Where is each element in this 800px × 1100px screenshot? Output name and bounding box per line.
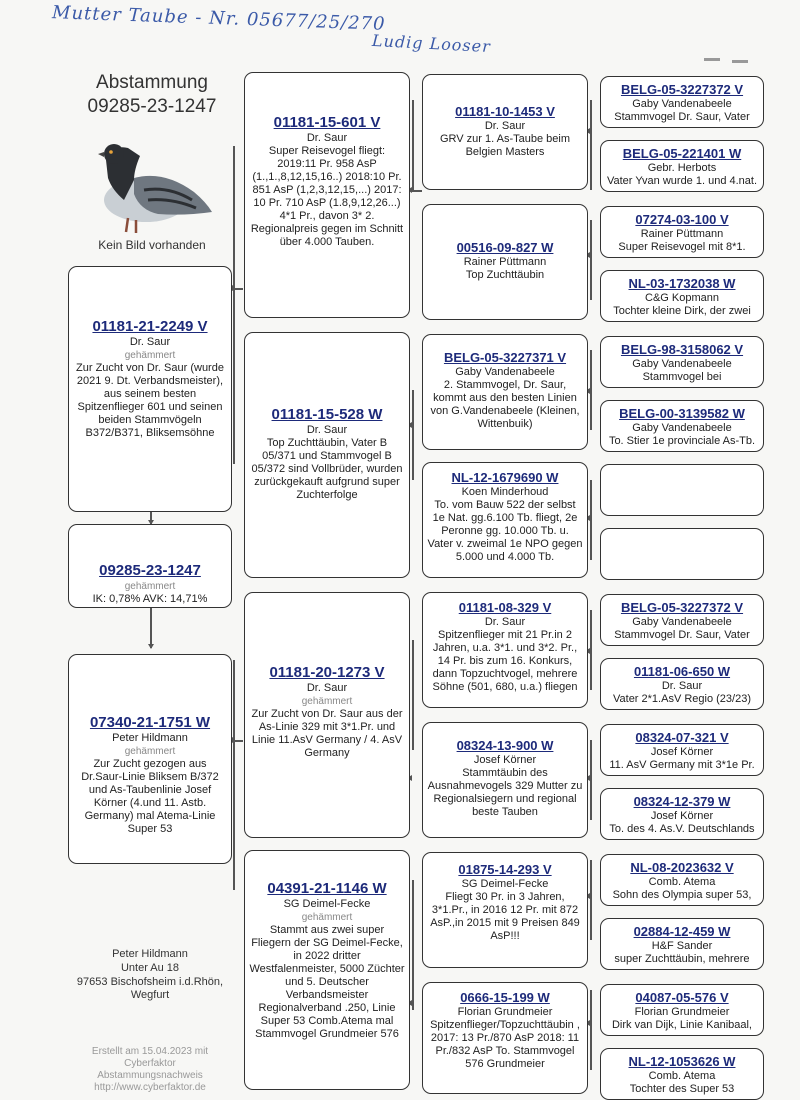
grandparent-description: Stammt aus zwei super Fliegern der SG Deimel-Fecke, in 2022 dritter Westfalenmeister, 5000 Züchter und 5. Deutscher Verbandsmeister Regionalverband .250, Linie Super 53 Comb.Atema mal Stammvogel Grundmeier 576 [249, 924, 405, 1040]
great-grandparent-card[interactable] [422, 74, 588, 190]
father-ring-number[interactable]: 01181-21-2249 V [92, 318, 208, 335]
footer-url[interactable]: http://www.cyberfaktor.de [94, 1082, 206, 1093]
no-picture-label: Kein Bild vorhanden [98, 238, 206, 252]
ancestor-owner: Dr. Saur [661, 680, 703, 692]
ancestor-owner: Rainer Püttmann [640, 228, 724, 240]
gg-grandparent-card[interactable] [600, 788, 764, 840]
ancestor-owner: Gaby Vandenabeele [632, 422, 732, 434]
mother-tag: gehämmert [124, 746, 176, 757]
pigeon-image [84, 120, 216, 238]
gg-grandparent-card[interactable] [600, 724, 764, 776]
grandparent-owner: Dr. Saur [306, 132, 348, 144]
great-grandparent-card[interactable] [422, 852, 588, 968]
ancestor-ring-number[interactable]: 02884-12-459 W [633, 924, 731, 939]
grandparent-ring-number[interactable]: 01181-20-1273 V [269, 664, 385, 681]
ancestor-ring-number[interactable]: BELG-05-3227372 V [620, 82, 744, 97]
ancestor-description: Stammvogel Dr. Saur, Vater [614, 111, 750, 123]
gg-grandparent-card[interactable] [600, 206, 764, 258]
grandparent-card-4[interactable] [244, 850, 410, 1090]
ancestor-description: Dirk van Dijk, Linie Kanibaal, [611, 1019, 752, 1031]
subject-stats: IK: 0,78% AVK: 14,71% [92, 593, 208, 605]
ancestor-description: 2. Stammvogel, Dr. Saur, kommt aus den besten Linien von G.Vandenabeele (Kleinen, Wittenbuik) [430, 379, 580, 430]
gg-grandparent-card-empty[interactable] [600, 464, 764, 516]
ancestor-ring-number[interactable]: BELG-05-3227372 V [620, 600, 744, 615]
ancestor-ring-number[interactable]: 01875-14-293 V [458, 862, 552, 877]
grandparent-description: Super Reisevogel fliegt: 2019:11 Pr. 958 AsP (1.,1.,8,12,15,16..) 2018:10 Pr. 851 AsP (1,2,3,12,15,...) 2017: 10 Pr. 710 AsP (1.8,9,12,26...) 4*1 Pr., davon 3* 2. Regionalpreis gegen im Schnitt über 4.000 Tauben. [250, 145, 404, 248]
ancestor-description: Top Zuchttäubin [465, 269, 545, 281]
subject-tag: gehämmert [124, 581, 176, 592]
grandparent-owner: SG Deimel-Fecke [283, 898, 371, 910]
gg-grandparent-card[interactable] [600, 658, 764, 710]
ancestor-owner: Josef Körner [473, 754, 537, 766]
grandparent-tag: gehämmert [301, 696, 353, 707]
handwritten-note: Mutter Taube - Nr. 05677/25/270 [51, 2, 386, 35]
ancestor-ring-number[interactable]: 00516-09-827 W [456, 240, 554, 255]
ancestor-owner: Gaby Vandenabeele [632, 616, 732, 628]
great-grandparent-card[interactable] [422, 334, 588, 450]
ancestor-owner: Koen Minderhoud [461, 486, 549, 498]
ancestor-ring-number[interactable]: BELG-05-221401 W [622, 146, 742, 161]
ancestor-owner: Rainer Püttmann [463, 256, 547, 268]
mother-owner: Peter Hildmann [112, 732, 188, 744]
gg-grandparent-card[interactable] [600, 1048, 764, 1100]
page-title: Abstammung [96, 72, 208, 93]
grandparent-ring-number[interactable]: 01181-15-601 V [273, 114, 381, 131]
grandparent-tag: gehämmert [301, 912, 353, 923]
ancestor-ring-number[interactable]: 01181-10-1453 V [455, 104, 555, 119]
ancestor-owner: Florian Grundmeier [457, 1006, 553, 1018]
ancestor-ring-number[interactable]: NL-03-1732038 W [628, 276, 736, 291]
ancestor-description: Tochter des Super 53 [629, 1083, 735, 1095]
footer-document: Abstammungsnachweis [97, 1070, 203, 1081]
mother-description: Zur Zucht gezogen aus Dr.Saur-Linie Bliksem B/372 und As-Taubenlinie Josef Körner (4.und 11. Astb. Germany) mal Atema-Linie Super 53 [81, 758, 219, 835]
connector-line [590, 610, 592, 690]
ancestor-ring-number[interactable]: 08324-12-379 W [633, 794, 731, 809]
gg-grandparent-card[interactable] [600, 140, 764, 192]
great-grandparent-card[interactable] [422, 204, 588, 320]
ancestor-description: Vater 2*1.AsV Regio (23/23) [613, 693, 751, 705]
ancestor-owner: Comb. Atema [648, 1070, 716, 1082]
connector-line [590, 860, 592, 940]
connector-line [233, 740, 243, 742]
ancestor-description: Spitzenflieger/Topzuchttäubin , 2017: 13 Pr./870 AsP 2018: 11 Pr./832 AsP To. Stammvogel 576 Grundmeier [430, 1019, 580, 1070]
scan-mark [732, 60, 748, 63]
ancestor-owner: H&F Sander [651, 940, 713, 952]
connector-line [412, 880, 414, 1010]
connector-arrow [148, 644, 154, 649]
grandparent-card-2[interactable] [244, 332, 410, 578]
ancestor-ring-number[interactable]: BELG-00-3139582 W [619, 406, 745, 421]
ancestor-description: Sohn des Olympia super 53, [612, 889, 752, 901]
gg-grandparent-card[interactable] [600, 918, 764, 970]
ancestor-ring-number[interactable]: BELG-05-3227371 V [443, 350, 567, 365]
ancestor-ring-number[interactable]: 01181-08-329 V [458, 600, 552, 615]
connector-line [412, 190, 422, 192]
grandparent-description: Top Zuchttäubin, Vater B 05/371 und Stammvogel B 05/372 sind Vollbrüder, wurden zurückgekauft aufgrund super Zuchterfolge [251, 437, 403, 501]
ancestor-ring-number[interactable]: 01181-06-650 W [633, 664, 731, 679]
breeder-name: Peter Hildmann [112, 948, 188, 960]
ancestor-description: super Zuchttäubin, mehrere [614, 953, 750, 965]
ancestor-ring-number[interactable]: 04087-05-576 V [635, 990, 729, 1005]
ancestor-owner: Florian Grundmeier [634, 1006, 730, 1018]
gg-grandparent-card[interactable] [600, 270, 764, 322]
great-grandparent-card[interactable] [422, 462, 588, 578]
grandparent-card-1[interactable] [244, 72, 410, 318]
gg-grandparent-card[interactable] [600, 984, 764, 1036]
connector-line [590, 350, 592, 430]
ancestor-ring-number[interactable]: 0666-15-199 W [460, 990, 550, 1005]
grandparent-owner: Dr. Saur [306, 682, 348, 694]
ancestor-ring-number[interactable]: 07274-03-100 V [635, 212, 729, 227]
connector-line [233, 146, 235, 464]
great-grandparent-card[interactable] [422, 592, 588, 708]
ancestor-ring-number[interactable]: 08324-07-321 V [635, 730, 729, 745]
connector-line [150, 608, 152, 648]
gg-grandparent-card-empty[interactable] [600, 528, 764, 580]
ancestor-description: Tochter kleine Dirk, der zwei [613, 305, 751, 317]
great-grandparent-card[interactable] [422, 722, 588, 838]
ancestor-owner: Josef Körner [650, 746, 714, 758]
grandparent-ring-number[interactable]: 04391-21-1146 W [267, 880, 387, 897]
father-tag: gehämmert [124, 350, 176, 361]
mother-card[interactable] [68, 654, 232, 864]
grandparent-ring-number[interactable]: 01181-15-528 W [271, 406, 383, 423]
ancestor-description: Vater Yvan wurde 1. und 4.nat. [606, 175, 758, 187]
connector-line [590, 100, 592, 190]
ancestor-description: Spitzenflieger mit 21 Pr.in 2 Jahren, u.a. 3*1. und 3*2. Pr., 14 Pr. bis zum 16. Konkurs, dann Topzuchtvogel, mehrere Söhne (501, 680, u.a.) fliegen [432, 629, 578, 693]
grandparent-card-3[interactable] [244, 592, 410, 838]
ancestor-ring-number[interactable]: NL-12-1679690 W [451, 470, 559, 485]
header-ring-number: 09285-23-1247 [87, 96, 217, 117]
connector-line [412, 390, 414, 480]
ancestor-owner: Gaby Vandenabeele [455, 366, 555, 378]
connector-line [233, 288, 243, 290]
ancestor-owner: Gaby Vandenabeele [632, 358, 732, 370]
ancestor-owner: Comb. Atema [648, 876, 716, 888]
ancestor-owner: Dr. Saur [484, 120, 526, 132]
ancestor-ring-number[interactable]: 08324-13-900 W [456, 738, 554, 753]
ancestor-description: Fliegt 30 Pr. in 3 Jahren, 3*1.Pr., in 2016 12 Pr. mit 872 AsP.,in 2015 mit 9 Preisen 849 AsP!!! [430, 891, 580, 942]
ancestor-owner: Josef Körner [650, 810, 714, 822]
ancestor-description: Stammvogel Dr. Saur, Vater [614, 629, 750, 641]
ancestor-ring-number[interactable]: NL-12-1053626 W [628, 1054, 736, 1069]
subject-ring-number[interactable]: 09285-23-1247 [99, 562, 201, 579]
scan-mark [704, 58, 720, 61]
father-owner: Dr. Saur [129, 336, 171, 348]
ancestor-owner: Dr. Saur [484, 616, 526, 628]
footer-created: Erstellt am 15.04.2023 mit [91, 1046, 209, 1057]
gg-grandparent-card[interactable] [600, 594, 764, 646]
ancestor-description: 11. AsV Germany mit 3*1e Pr. [609, 759, 755, 771]
connector-line [412, 640, 414, 750]
breeder-city: 97653 Bischofsheim i.d.Rhön, Wegfurt [76, 976, 224, 1001]
grandparent-owner: Dr. Saur [306, 424, 348, 436]
footer-software: Cyberfaktor [124, 1058, 176, 1069]
handwritten-name: Ludig Looser [371, 30, 492, 57]
connector-line [590, 220, 592, 300]
ancestor-description: Super Reisevogel mit 8*1. [618, 241, 746, 253]
ancestor-owner: Gaby Vandenabeele [632, 98, 732, 110]
ancestor-ring-number[interactable]: NL-08-2023632 V [630, 860, 734, 875]
mother-ring-number[interactable]: 07340-21-1751 W [89, 714, 211, 731]
father-card[interactable] [68, 266, 232, 512]
subject-card[interactable] [68, 524, 232, 608]
ancestor-owner: SG Deimel-Fecke [461, 878, 549, 890]
ancestor-ring-number[interactable]: BELG-98-3158062 V [620, 342, 744, 357]
connector-line [233, 660, 235, 890]
connector-line [590, 990, 592, 1070]
grandparent-description: Zur Zucht von Dr. Saur aus der As-Linie 329 mit 3*1.Pr. und Linie 11.AsV Germany / 4. AsV Germany [251, 708, 403, 759]
ancestor-description: Stammtäubin des Ausnahmevogels 329 Mutter zu Regionalsiegern und regional beste Tauben [427, 767, 583, 818]
ancestor-description: Stammvogel bei [642, 371, 722, 383]
gg-grandparent-card[interactable] [600, 854, 764, 906]
ancestor-description: GRV zur 1. As-Taube beim Belgien Masters [439, 133, 571, 158]
ancestor-description: To. vom Bauw 522 der selbst 1e Nat. gg.6.100 Tb. fliegt, 2e Peronne gg. 10.000 Tb. u. Vater v. zweimal 1e NPO gegen 5.000 und 4.000 Tb. [427, 499, 583, 563]
breeder-street: Unter Au 18 [120, 962, 180, 974]
ancestor-description: To. Stier 1e provinciale As-Tb. [608, 435, 756, 447]
connector-line [412, 100, 414, 190]
ancestor-owner: Gebr. Herbots [647, 162, 717, 174]
gg-grandparent-card[interactable] [600, 76, 764, 128]
ancestor-owner: C&G Kopmann [645, 292, 719, 304]
gg-grandparent-card[interactable] [600, 400, 764, 452]
connector-line [590, 740, 592, 820]
gg-grandparent-card[interactable] [600, 336, 764, 388]
connector-line [590, 480, 592, 560]
ancestor-description: To. des 4. As.V. Deutschlands [609, 823, 755, 835]
great-grandparent-card[interactable] [422, 982, 588, 1094]
father-description: Zur Zucht von Dr. Saur (wurde 2021 9. Dt. Verbandsmeister), aus seinem besten Spitzenflieger 601 und seinen beiden Stammvögeln B372/B371, Bliksemsöhne [76, 362, 224, 439]
